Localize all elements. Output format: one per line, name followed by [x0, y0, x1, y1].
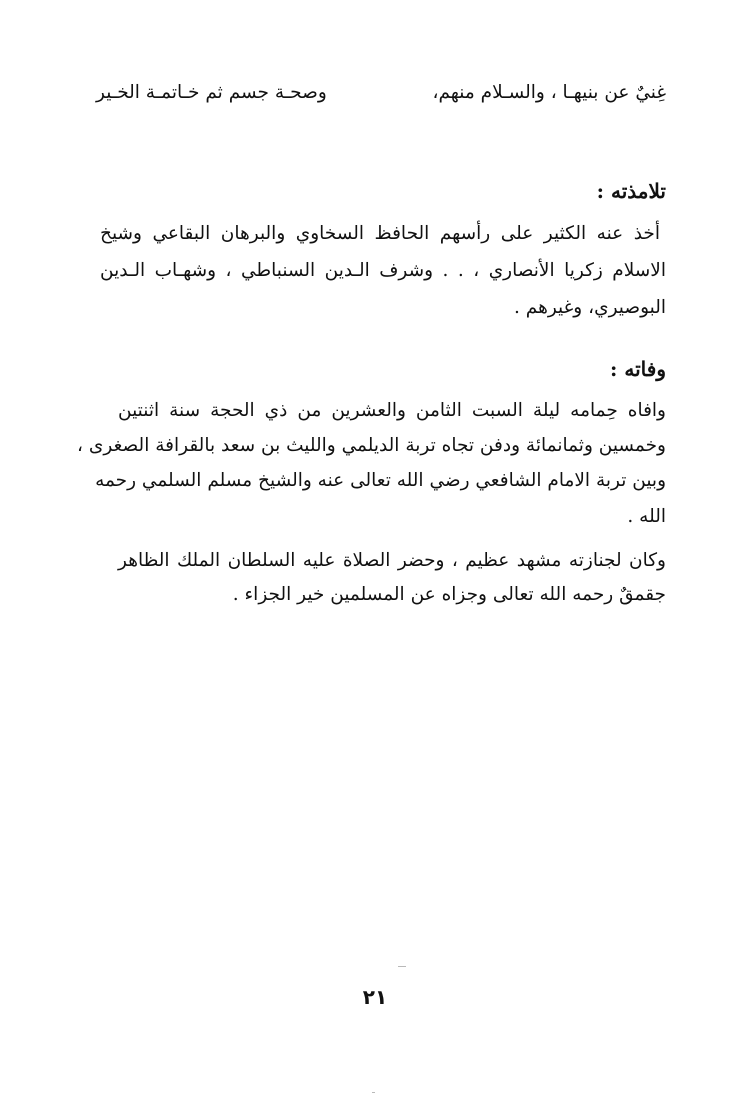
students-line-2: الاسلام زكريا الأنصاري ، . . وشرف الـدين السنباطي ، وشهـاب الـدين	[100, 260, 666, 281]
verse-left-hemistich: وصحـة جسم ثم خـاتمـة الخـير	[96, 82, 327, 103]
students-heading: تلامذته :	[596, 179, 666, 203]
students-line-1: أخذ عنه الكثير على رأسهم الحافظ السخاوي والبرهان البقاعي وشيخ	[100, 223, 660, 244]
page-number: ٢١	[362, 985, 388, 1009]
students-line-3: البوصيري، وغيرهم .	[514, 297, 666, 318]
death-heading: وفاته :	[610, 357, 666, 381]
scan-artifact	[372, 1092, 375, 1093]
verse-line	[96, 78, 666, 108]
death-line-1: وافاه حِمامه ليلة السبت الثامن والعشرين من ذي الحجة سنة اثنتين	[118, 400, 666, 421]
verse-right-hemistich: غِنيٌ عن بنيهـا ، والسـلام منهم،	[432, 82, 666, 103]
death-line-4: الله .	[627, 506, 666, 527]
death-line-2: وخمسين وثمانمائة ودفن تجاه تربة الديلمي والليث بن سعد بالقرافة الصغرى ،	[77, 435, 666, 456]
death-line-3: وبين تربة الامام الشافعي رضي الله تعالى عنه والشيخ مسلم السلمي رحمه	[95, 470, 666, 491]
funeral-line-1: وكان لجنازته مشهد عظيم ، وحضر الصلاة عليه السلطان الملك الظاهر	[118, 550, 666, 571]
scan-artifact	[398, 966, 406, 967]
funeral-line-2: جقمقٌ رحمه الله تعالى وجزاه عن المسلمين خير الجزاء .	[232, 584, 666, 605]
